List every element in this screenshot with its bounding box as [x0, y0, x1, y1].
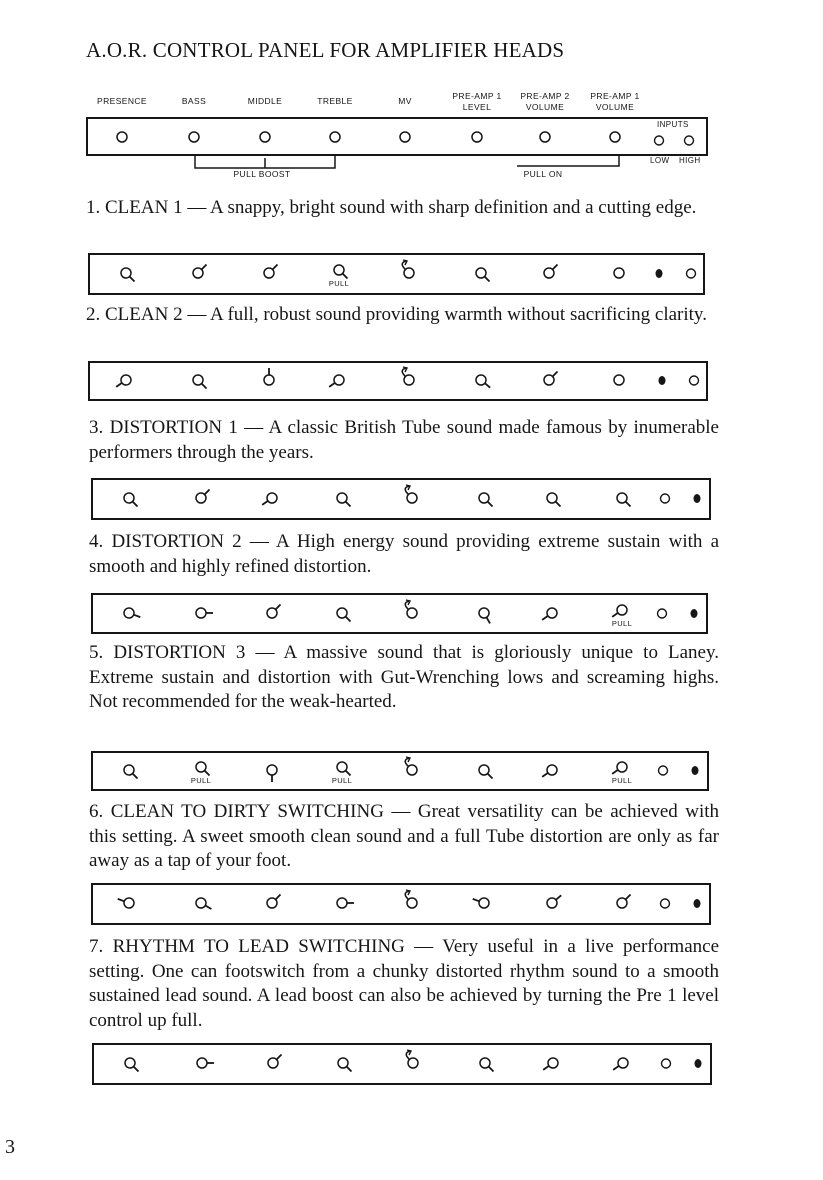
knob-setting [111, 756, 147, 784]
knob-setting [108, 366, 144, 394]
pull-tag: PULL [611, 776, 633, 785]
setting-description: 3. DISTORTION 1 — A classic British Tube sound made famous by inumerable performers through the years. [89, 417, 719, 463]
knob-setting [251, 259, 287, 287]
input-jack [682, 134, 696, 153]
knob-setting [184, 1049, 220, 1077]
knob-setting [534, 484, 570, 512]
knob-setting [466, 484, 502, 512]
knob-setting [251, 366, 287, 394]
pull-tag: PULL [611, 618, 633, 628]
control-knob [597, 123, 633, 151]
panel-label: MIDDLE [247, 96, 283, 106]
knob-setting [534, 599, 570, 627]
control-knob [459, 123, 495, 151]
knob-setting [108, 259, 144, 287]
page-title: A.O.R. CONTROL PANEL FOR AMPLIFIER HEADS [86, 38, 565, 62]
knob-setting [183, 889, 219, 917]
setting-description: 2. CLEAN 2 — A full, robust sound providing warmth without sacrificing clarity. [86, 304, 707, 325]
knob-setting [324, 599, 360, 627]
jack-filled [691, 1057, 705, 1076]
knob-setting [534, 756, 570, 784]
jack-open [687, 374, 701, 393]
knob-setting [466, 889, 502, 917]
pull-on-label: PULL ON [523, 169, 563, 179]
panel-label: PRE-AMP 2 VOLUME [520, 91, 570, 112]
jack-filled [687, 606, 701, 625]
panel-label: TREBLE [317, 96, 353, 106]
knob-setting [604, 484, 640, 512]
jack-open [658, 492, 672, 511]
knob-setting [467, 1049, 503, 1077]
input-jack [652, 134, 666, 153]
knob-setting [394, 756, 430, 784]
knob-setting [255, 1049, 291, 1077]
jack-open [684, 267, 698, 286]
pull-on-bracket [515, 154, 625, 168]
knob-setting [324, 889, 360, 917]
control-knob [317, 123, 353, 151]
knob-setting [463, 259, 499, 287]
knob-setting [531, 366, 567, 394]
jack-open [656, 764, 670, 783]
knob-setting [111, 889, 147, 917]
control-knob [527, 123, 563, 151]
setting-description: 4. DISTORTION 2 — A High energy sound providing extreme sustain with a smooth and highly refined distortion. [89, 531, 719, 577]
knob-setting [183, 599, 219, 627]
panel-label: PRE-AMP 1 VOLUME [590, 91, 640, 112]
setting-description: 6. CLEAN TO DIRTY SWITCHING — Great versatility can be achieved with this setting. A sweet smooth clean sound and a full Tube distortion are only as far away as a tap of your foot. [89, 801, 719, 871]
setting-description: 1. CLEAN 1 — A snappy, bright sound with sharp definition and a cutting edge. [86, 197, 697, 218]
jack-open [659, 1057, 673, 1076]
input-high-label: HIGH [679, 156, 701, 165]
knob-setting [391, 366, 427, 394]
pull-boost-bracket [190, 156, 350, 170]
knob-setting [180, 366, 216, 394]
pull-tag: PULL [190, 776, 212, 785]
setting-description: 5. DISTORTION 3 — A massive sound that is gloriously unique to Laney. Extreme sustain and distortion with Gut-Wrenching lows and screaming highs. Not recommended for the weak-hearted. [89, 642, 719, 712]
knob-setting [394, 484, 430, 512]
panel-label: PRESENCE [97, 96, 147, 106]
jack-filled [652, 267, 666, 286]
knob-setting [463, 366, 499, 394]
knob-setting [535, 1049, 571, 1077]
knob-setting [534, 889, 570, 917]
control-knob [104, 123, 140, 151]
input-low-label: LOW [650, 156, 670, 165]
knob-setting [321, 366, 357, 394]
knob-setting [604, 889, 640, 917]
pull-tag: PULL [328, 279, 350, 288]
setting-description: 7. RHYTHM TO LEAD SWITCHING — Very useful in a live performance setting. One can footswitch from a chunky distorted rhythm sound to a smooth sustained lead sound. A lead boost can also be achieved by turning the Pre 1 level control up full. [89, 936, 719, 1031]
panel-label: BASS [181, 96, 207, 106]
pull-boost-label: PULL BOOST [233, 169, 291, 179]
knob-setting [601, 366, 637, 394]
jack-filled [690, 492, 704, 511]
jack-filled [655, 374, 669, 393]
knob-setting [605, 1049, 641, 1077]
pull-tag: PULL [331, 776, 353, 785]
jack-filled [690, 897, 704, 916]
jack-open [658, 897, 672, 916]
knob-setting [394, 889, 430, 917]
knob-setting [601, 259, 637, 287]
knob-setting [531, 259, 567, 287]
page-number: 3 [5, 1136, 15, 1158]
knob-setting [112, 1049, 148, 1077]
knob-setting [325, 1049, 361, 1077]
control-knob [247, 123, 283, 151]
knob-setting [466, 756, 502, 784]
control-knob [176, 123, 212, 151]
inputs-label: INPUTS [657, 120, 689, 129]
control-knob [387, 123, 423, 151]
knob-setting [391, 259, 427, 287]
knob-setting [254, 599, 290, 627]
knob-setting [111, 484, 147, 512]
jack-filled [688, 764, 702, 783]
knob-setting [111, 599, 147, 627]
knob-setting [180, 259, 216, 287]
knob-setting [466, 599, 502, 627]
panel-label: MV [398, 96, 412, 106]
knob-setting [254, 889, 290, 917]
knob-setting [254, 756, 290, 784]
knob-setting [324, 484, 360, 512]
panel-label: PRE-AMP 1 LEVEL [452, 91, 502, 112]
knob-setting [395, 1049, 431, 1077]
knob-setting [394, 599, 430, 627]
knob-setting [254, 484, 290, 512]
jack-open [655, 606, 669, 625]
knob-setting [183, 484, 219, 512]
